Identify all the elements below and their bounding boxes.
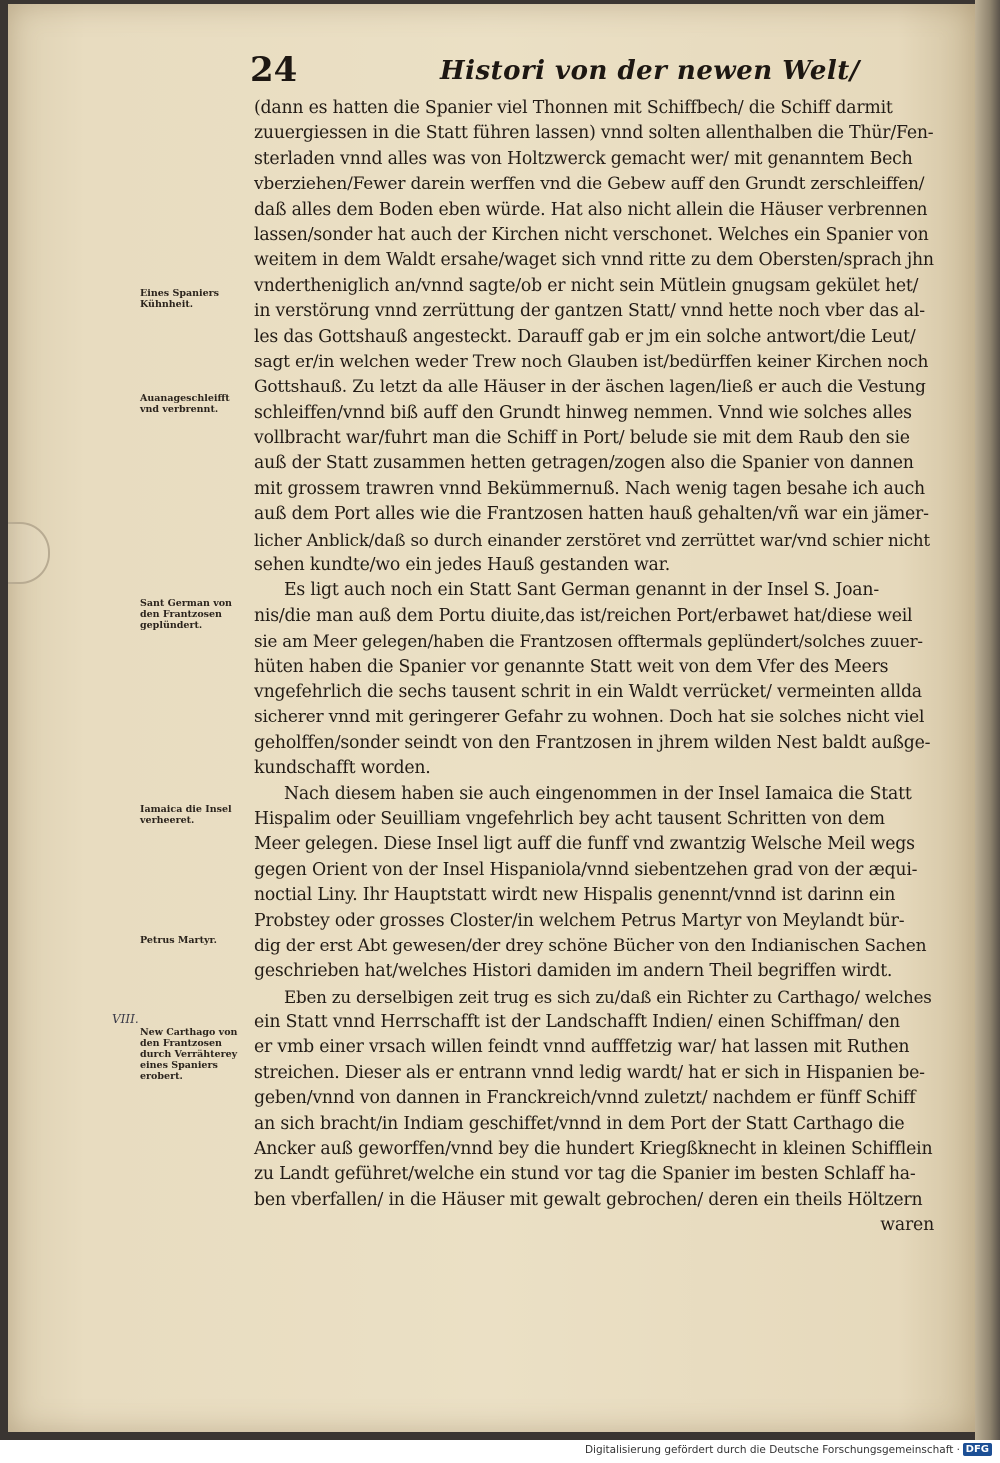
text-line: vngefehrlich die sechs tausent schrit in ein Waldt verrücket/ vermeinten allda — [254, 681, 922, 702]
text-line: streichen. Dieser als er entrann vnnd ledig wardt/ hat er sich in Hispanien be- — [254, 1062, 925, 1083]
margin-note-auana: Auanageschleifft vnd verbrennt. — [140, 393, 230, 415]
text-line: nis/die man auß dem Portu diuite,das ist/reichen Port/erbawet hat/diese weil — [254, 605, 913, 626]
text-line: vndertheniglich an/vnnd sagte/ob er nicht sein Mütlein gnugsam gekület het/ — [254, 275, 919, 296]
text-line: auß dem Port alles wie die Frantzosen hatten hauß gehalten/vñ war ein jämer- — [254, 504, 929, 525]
text-line: sagt er/in welchen weder Trew noch Glauben ist/bedürffen keiner Kirchen noch — [254, 351, 929, 372]
text-line: waren — [880, 1215, 934, 1236]
text-line: lassen/sonder hat auch der Kirchen nicht verschonet. Welches ein Spanier von — [254, 224, 929, 245]
text-line: in verstörung vnnd zerrüttung der gantzen Statt/ vnnd hette noch vber das al- — [254, 301, 925, 322]
running-title: Histori von der newen Welt/ — [440, 56, 860, 86]
text-line: geholffen/sonder seindt von den Frantzosen in jhrem wilden Nest baldt außge- — [254, 732, 931, 753]
text-line: dig der erst Abt gewesen/der drey schöne Bücher von den Indianischen Sachen — [254, 935, 927, 956]
text-line: hüten haben die Spanier vor genannte Statt weit von dem Vfer des Meers — [254, 656, 889, 677]
text-line: schleiffen/vnnd biß auff den Grundt hinweg nemmen. Vnnd wie solches alles — [254, 402, 912, 423]
margin-note-iamaica: Iamaica die Insel verheeret. — [140, 804, 232, 826]
text-line: ein Statt vnnd Herrschafft ist der Landschafft Indien/ einen Schiffman/ den — [254, 1012, 900, 1033]
text-line: vberziehen/Fewer darein werffen vnd die Gebew auff den Grundt zerschleiffen/ — [254, 174, 925, 195]
text-line: noctial Liny. Ihr Hauptstatt wirdt new Hispalis genennt/vnnd ist darinn ein — [254, 885, 896, 906]
margin-note-carthago: New Carthago von den Frantzosen durch Verrähterey eines Spaniers erobert. — [140, 1027, 238, 1082]
manuscript-mark: VIII. — [112, 1012, 139, 1026]
text-line: daß alles dem Boden eben würde. Hat also nicht allein die Häuser verbrennen — [254, 199, 928, 220]
book-edge — [975, 0, 1000, 1440]
text-line: auß der Statt zusammen hetten getragen/zogen also die Spanier von dannen — [254, 453, 914, 474]
text-line: sie am Meer gelegen/haben die Frantzosen offtermals geplündert/solches zuuer- — [254, 631, 923, 652]
text-line: Hispalim oder Seuilliam vngefehrlich bey acht tausent Schritten von dem — [254, 808, 885, 829]
text-line: Nach diesem haben sie auch eingenommen in der Insel Iamaica die Statt — [284, 783, 912, 804]
footer-bar — [0, 1440, 1000, 1463]
text-line: Probstey oder grosses Closter/in welchem Petrus Martyr von Meylandt bür- — [254, 910, 905, 931]
text-line: er vmb einer vrsach willen feindt vnnd aufffetzig war/ hat lassen mit Ruthen — [254, 1037, 910, 1058]
text-line: Es ligt auch noch ein Statt Sant German genannt in der Insel S. Joan- — [284, 580, 879, 601]
text-line: Eben zu derselbigen zeit trug es sich zu/daß ein Richter zu Carthago/ welches — [284, 986, 932, 1007]
text-line: vollbracht war/fuhrt man die Schiff in Port/ belude sie mit dem Raub den sie — [254, 428, 910, 449]
text-line: sehen kundte/wo ein jedes Hauß gestanden war. — [254, 555, 671, 576]
text-line: sicherer vnnd mit geringerer Gefahr zu wohnen. Doch hat sie solches nicht viel — [254, 707, 925, 728]
text-line: licher Anblick/daß so durch einander zerstöret vnd zerrüttet war/vnd schier nicht — [254, 529, 930, 550]
body-text — [254, 96, 934, 1239]
margin-note-sant-german: Sant German von den Frantzosen geplündert. — [140, 598, 232, 631]
page-number: 24 — [250, 50, 298, 90]
text-line: Meer gelegen. Diese Insel ligt auff die funff vnd zwantzig Welsche Meil wegs — [254, 834, 915, 855]
text-line: sterladen vnnd alles was von Holtzwerck gemacht wer/ mit genanntem Bech — [254, 148, 913, 169]
text-line: weitem in dem Waldt ersahe/waget sich vnnd ritte zu dem Obersten/sprach jhn — [254, 250, 934, 271]
dfg-logo: DFG — [963, 1443, 992, 1456]
text-line: an sich bracht/in Indiam geschiffet/vnnd in dem Port der Statt Carthago die — [254, 1113, 905, 1134]
text-line: gegen Orient von der Insel Hispaniola/vnnd siebentzehen grad von der æqui- — [254, 859, 918, 880]
text-line: les das Gottshauß angesteckt. Darauff gab er jm ein solche antwort/die Leut/ — [254, 326, 916, 347]
text-line: Ancker auß geworffen/vnnd bey die hundert Kriegßknecht in kleinen Schifflein — [254, 1139, 933, 1160]
margin-note-petrus: Petrus Martyr. — [140, 935, 217, 946]
text-line: mit grossem trawren vnnd Bekümmernuß. Nach wenig tagen besahe ich auch — [254, 478, 925, 499]
margin-note-spanier: Eines Spaniers Kühnheit. — [140, 288, 220, 310]
text-line: Gottshauß. Zu letzt da alle Häuser in der äschen lagen/ließ er auch die Vestung — [254, 377, 926, 398]
text-line: ben vberfallen/ in die Häuser mit gewalt gebrochen/ deren ein theils Höltzern — [254, 1189, 923, 1210]
text-line: geschrieben hat/welches Histori damiden im andern Theil begriffen wirdt. — [254, 961, 893, 982]
text-line: kundschafft worden. — [254, 758, 431, 779]
text-line: zu Landt geführet/welche ein stund vor tag die Spanier im besten Schlaff ha- — [254, 1164, 916, 1185]
text-line: zuuergiessen in die Statt führen lassen) vnnd solten allenthalben die Thür/Fen- — [254, 123, 934, 144]
text-line: (dann es hatten die Spanier viel Thonnen mit Schiffbech/ die Schiff darmit — [254, 98, 893, 118]
footer-credit: Digitalisierung gefördert durch die Deutsche Forschungsgemeinschaft · — [584, 1444, 960, 1456]
text-line: geben/vnnd von dannen in Franckreich/vnnd zuletzt/ nachdem er fünff Schiff — [254, 1088, 916, 1109]
